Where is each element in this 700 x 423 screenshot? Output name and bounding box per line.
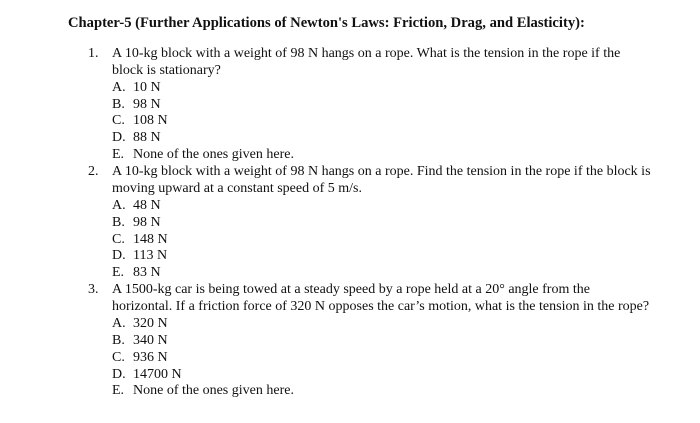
option-b — [112, 97, 652, 114]
option-e — [112, 383, 652, 400]
option-b — [112, 215, 652, 232]
option-text: None of the ones given here. — [133, 147, 294, 163]
option-letter: A. — [112, 197, 126, 213]
option-text: 113 N — [133, 248, 168, 264]
option-text: 98 N — [133, 96, 161, 112]
option-letter: E. — [112, 265, 125, 281]
option-text: 10 N — [133, 79, 161, 95]
option-letter: B. — [112, 214, 125, 230]
option-letter: D. — [112, 366, 126, 382]
question-text: A 10-kg block with a weight of 98 N hangs on a rope. What is the tension in the rope if the block is stationary? — [112, 46, 621, 78]
question-1 — [0, 46, 652, 164]
option-text: 936 N — [133, 349, 168, 365]
option-d — [112, 248, 652, 265]
option-letter: E. — [112, 147, 125, 163]
option-letter: B. — [112, 332, 125, 348]
option-letter: C. — [112, 231, 125, 247]
option-letter: A. — [112, 315, 126, 331]
question-3 — [0, 282, 652, 400]
option-text: 88 N — [133, 130, 161, 146]
option-e — [112, 265, 652, 282]
question-number: 2. — [88, 164, 99, 180]
option-text: 14700 N — [133, 366, 182, 382]
option-d — [112, 130, 652, 147]
question-text: A 10-kg block with a weight of 98 N hangs on a rope. Find the tension in the rope if the block is moving upward at a constant speed of 5 m/s. — [112, 164, 651, 196]
option-letter: E. — [112, 383, 125, 399]
option-list — [112, 80, 652, 165]
option-letter: D. — [112, 130, 126, 146]
option-text: 320 N — [133, 315, 168, 331]
chapter-heading — [68, 14, 585, 32]
option-list — [112, 198, 652, 283]
option-text: 98 N — [133, 214, 161, 230]
question-2 — [0, 164, 652, 282]
option-b — [112, 333, 652, 350]
option-text: 83 N — [133, 265, 161, 281]
option-text: 48 N — [133, 197, 161, 213]
option-text: 108 N — [133, 113, 168, 129]
option-letter: B. — [112, 96, 125, 112]
option-e — [112, 147, 652, 164]
question-text: A 1500-kg car is being towed at a steady speed by a rope held at a 20° angle from the horizontal. If a friction force of 320 N opposes the car’s motion, what is the tension in the rope? — [112, 282, 650, 315]
option-c — [112, 350, 652, 367]
option-letter: A. — [112, 79, 126, 95]
option-d — [112, 367, 652, 384]
chapter-label: Chapter-5 — [68, 15, 132, 31]
option-letter: D. — [112, 248, 126, 264]
option-c — [112, 113, 652, 130]
question-number: 1. — [88, 46, 99, 61]
option-letter: C. — [112, 349, 125, 365]
option-text: 340 N — [133, 332, 168, 348]
question-list — [0, 46, 700, 400]
question-number: 3. — [88, 282, 99, 298]
option-text: None of the ones given here. — [133, 383, 294, 399]
option-list — [112, 316, 652, 401]
option-c — [112, 232, 652, 249]
option-text: 148 N — [133, 231, 168, 247]
option-letter: C. — [112, 113, 125, 129]
chapter-subtitle: (Further Applications of Newton's Laws: Friction, Drag, and Elasticity): — [135, 15, 585, 31]
option-a — [112, 198, 652, 215]
option-a — [112, 80, 652, 97]
option-a — [112, 316, 652, 333]
